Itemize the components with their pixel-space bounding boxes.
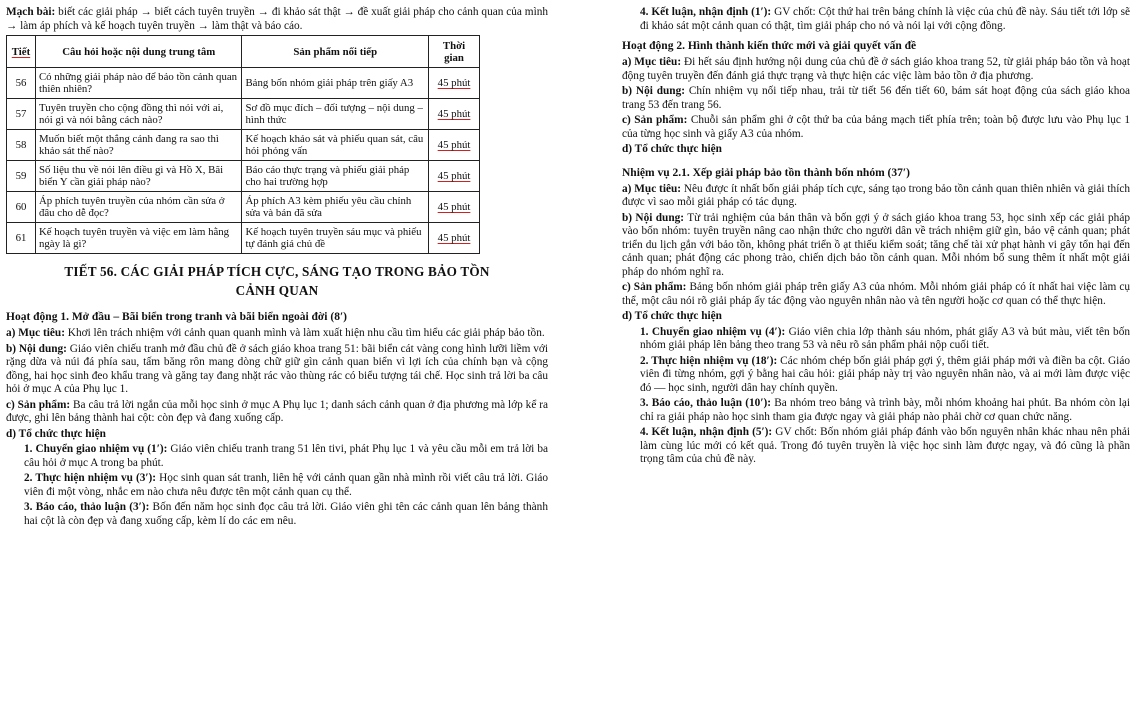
lesson-outline: [6, 6, 548, 33]
cell-time: 45 phút: [429, 223, 480, 254]
lesson-table: [6, 35, 480, 254]
col-header-time: Thời gian: [429, 36, 480, 68]
col-header-tiet: Tiết: [7, 36, 36, 68]
activity1-goal: a) Mục tiêu: Khơi lên trách nhiệm với cảnh quan quanh mình và làm xuất hiện nhu cầu tìm hiểu các giải pháp bảo tồn.: [6, 327, 545, 339]
task21-step3: 3. Báo cáo, thảo luận (10′): Ba nhóm treo bảng và trình bày, mỗi nhóm khoảng hai phút. Ba nhóm còn lại chỉ ra giải pháp nào học sinh tham gia được ngay và giải pháp nào phải chờ cơ quan chức năng.: [640, 397, 1130, 423]
cell-time: 45 phút: [429, 192, 480, 223]
table-row: [7, 130, 480, 161]
table-header-row: [7, 36, 480, 68]
cell-question: Áp phích tuyên truyền của nhóm cần sửa ở đâu cho dễ đọc?: [35, 192, 242, 223]
outline-text: biết các giải pháp → biết cách tuyên truyền → đi khảo sát thật → đề xuất giải pháp cho cảnh quan của mình → làm áp phích và kế hoạch tuyên truyền → làm thật và báo cáo.: [6, 6, 549, 32]
cell-question: Kế hoạch tuyên truyền và việc em làm hằng ngày là gì?: [35, 223, 242, 254]
col-header-product: Sản phẩm nối tiếp: [242, 36, 429, 68]
cell-product: Bảng bốn nhóm giải pháp trên giấy A3: [242, 68, 429, 99]
cell-time: 45 phút: [429, 161, 480, 192]
cell-product: Kế hoạch khảo sát và phiếu quan sát, câu hỏi phỏng vấn: [242, 130, 429, 161]
cell-question: Số liệu thu về nói lên điều gì và Hồ X, Bãi biển Y cần giải pháp nào?: [35, 161, 242, 192]
task21-goal: a) Mục tiêu: Nêu được ít nhất bốn giải pháp tích cực, sáng tạo trong bảo tồn cảnh quan thiên nhiên và giải thích được vì sao mỗi giải pháp có tác dụng.: [622, 182, 1130, 208]
cell-tiet: 57: [7, 99, 36, 130]
task21-step2: 2. Thực hiện nhiệm vụ (18′): Các nhóm chép bốn giải pháp gợi ý, thêm giải pháp mới và điền ba cột. Giáo viên đi từng nhóm, gợi ý bằng hai câu hỏi: giải pháp này trị vào nguyên nhân nào, và ai mới làm được việc đó — học sinh, người dân hay chính quyền.: [640, 354, 1130, 394]
activity2-organize: d) Tổ chức thực hiện: [622, 143, 722, 155]
cell-product: Áp phích A3 kèm phiếu yêu cầu chỉnh sửa và bản đã sửa: [242, 192, 429, 223]
task21-product: c) Sản phẩm: Bảng bốn nhóm giải pháp trên giấy A3 của nhóm. Mỗi nhóm giải pháp có ít nhất hai việc làm cụ thể, một câu nói rõ giải pháp ấy tác động vào nguyên nhân nào và tên người hoặc cơ quan có thể thực hiện.: [622, 281, 1130, 307]
section-title-line1: TIẾT 56. CÁC GIẢI PHÁP TÍCH CỰC, SÁNG TẠO TRONG BẢO TỒN: [64, 264, 490, 279]
task21-step4: 4. Kết luận, nhận định (5′): GV chốt: Bốn nhóm giải pháp đánh vào bốn nguyên nhân khác nhau nên phải làm cùng lúc mới có kết quả. Trong đó tuyên truyền là việc học sinh làm được ngay, và đó cũng là phần trọng tâm của chủ đề này.: [640, 426, 1130, 465]
page-gutter: [562, 0, 612, 722]
left-page: [0, 0, 556, 722]
cell-product: Kế hoạch tuyên truyền sáu mục và phiếu tự đánh giá chủ đề: [242, 223, 429, 254]
task21-content: b) Nội dung: Từ trải nghiệm của bản thân và bốn gợi ý ở sách giáo khoa trang 53, học sinh xếp các giải pháp vào bốn nhóm: tuyên truyền nâng cao nhận thức cho người dân về trách nhiệm giữ gìn, bảo vệ cảnh quan; phát triển du lịch gắn với bảo tồn, không phát triển ồ ạt thiếu kiểm soát; tăng chế tài xử phạt hành vi gây tổn hại đến cảnh quan; phát động các phong trào, chiến dịch bảo tồn cảnh quan. Mỗi nhóm bổ sung thêm ít nhất một giải pháp do nhóm nghĩ ra.: [622, 211, 1130, 278]
right-page: [618, 0, 1142, 722]
table-row: [7, 68, 480, 99]
cell-product: Báo cáo thực trạng và phiếu giải pháp cho hai trường hợp: [242, 161, 429, 192]
activity2-content: b) Nội dung: Chín nhiệm vụ nối tiếp nhau, trải từ tiết 56 đến tiết 60, bám sát hoạt động của sách giáo khoa trang 53 đến trang 56.: [622, 85, 1131, 111]
cell-question: Tuyên truyền cho cộng đồng thì nói với ai, nói gì và nói bằng cách nào?: [35, 99, 242, 130]
table-row: [7, 223, 480, 254]
cell-tiet: 61: [7, 223, 36, 254]
task21-heading: Nhiệm vụ 2.1. Xếp giải pháp bảo tồn thành bốn nhóm (37′): [622, 166, 910, 179]
cell-tiet: 59: [7, 161, 36, 192]
cell-question: Có những giải pháp nào để bảo tồn cảnh quan thiên nhiên?: [35, 68, 242, 99]
section-title-line2: CẢNH QUAN: [235, 283, 319, 298]
cell-tiet: 58: [7, 130, 36, 161]
cell-product: Sơ đồ mục đích – đối tượng – nội dung – hình thức: [242, 99, 429, 130]
col-header-question: Câu hỏi hoặc nội dung trung tâm: [35, 36, 242, 68]
activity2-product: c) Sản phẩm: Chuỗi sản phẩm ghi ở cột thứ ba của bảng mạch tiết phía trên; toàn bộ được lưu vào Phụ lục 1 của từng học sinh và giấy A3 của nhóm.: [622, 114, 1130, 140]
activity1-step2: 2. Thực hiện nhiệm vụ (3′): Học sinh quan sát tranh, liên hệ với cảnh quan gần nhà mình rồi viết câu trả lời. Giáo viên đi một vòng, nhắc em nào chưa nêu được tên một cảnh quan cụ thể.: [24, 472, 549, 498]
table-row: [7, 192, 480, 223]
cell-time: 45 phút: [429, 68, 480, 99]
cell-tiet: 56: [7, 68, 36, 99]
outline-label: Mạch bài:: [6, 6, 56, 18]
table-row: [7, 161, 480, 192]
activity1-heading: Hoạt động 1. Mở đầu – Bãi biển trong tranh và bãi biển ngoài đời (8′): [6, 311, 348, 323]
task21-step1: 1. Chuyển giao nhiệm vụ (4′): Giáo viên chia lớp thành sáu nhóm, phát giấy A3 và bút màu, viết tên bốn nhóm giải pháp lên bảng theo trang 53 và nêu rõ sản phẩm phải nộp cuối tiết.: [640, 325, 1130, 351]
activity2-goal: a) Mục tiêu: Đi hết sáu định hướng nội dung của chủ đề ở sách giáo khoa trang 52, từ giải pháp bảo tồn và hoạt động tuyên truyền đến đánh giá thực trạng và thực hiện các việc làm bảo tồn ở địa phương.: [622, 56, 1130, 82]
activity1-content: b) Nội dung: Giáo viên chiếu tranh mở đầu chủ đề ở sách giáo khoa trang 51: bãi biển cát vàng cong hình lưỡi liềm với rặng dừa và núi đá phía sau, tấm băng rôn mang dòng chữ giữ gìn cảnh quan biển vì lợi ích của chính bạn và cộng đồng, hai học sinh đeo khẩu trang và găng tay đang nhặt rác vào thùng rác có biểu tượng tái chế. Học sinh trả lời ba câu hỏi ở mục A của Phụ lục 1.: [6, 342, 548, 395]
activity1-step1: 1. Chuyển giao nhiệm vụ (1′): Giáo viên chiếu tranh trang 51 lên tivi, phát Phụ lục 1 và yêu cầu mỗi em trả lời ba câu hỏi ở mục A trong ba phút.: [24, 443, 548, 469]
task21-organize: d) Tổ chức thực hiện: [622, 310, 722, 322]
section-title: [6, 262, 548, 300]
cell-question: Muốn biết một thắng cảnh đang ra sao thì khảo sát thế nào?: [35, 130, 242, 161]
table-row: [7, 99, 480, 130]
activity1-step3: 3. Báo cáo, thảo luận (3′): Bốn đến năm học sinh đọc câu trả lời. Giáo viên ghi tên các cảnh quan lên bảng thành hai cột là còn đẹp và đang xuống cấp, kèm lí do các em nêu.: [24, 501, 548, 527]
activity1-organize: d) Tổ chức thực hiện: [6, 427, 106, 440]
cell-time: 45 phút: [429, 130, 480, 161]
cell-tiet: 60: [7, 192, 36, 223]
activity1-product: c) Sản phẩm: Ba câu trả lời ngắn của mỗi học sinh ở mục A Phụ lục 1; danh sách cảnh quan ở địa phương mà lớp kể ra được, ghi lên bảng thành hai cột: còn đẹp và đang xuống cấp.: [6, 398, 548, 424]
activity2-heading: Hoạt động 2. Hình thành kiến thức mới và giải quyết vấn đề: [622, 40, 917, 52]
activity1-step4: 4. Kết luận, nhận định (1′): GV chốt: Cột thứ hai trên bảng chính là việc của chủ đề này. Sáu tiết tới lớp sẽ đi khảo sát một cảnh quan có thật, tìm giải pháp cho nó và nói lại với cộng đồng.: [640, 6, 1130, 32]
cell-time: 45 phút: [429, 99, 480, 130]
